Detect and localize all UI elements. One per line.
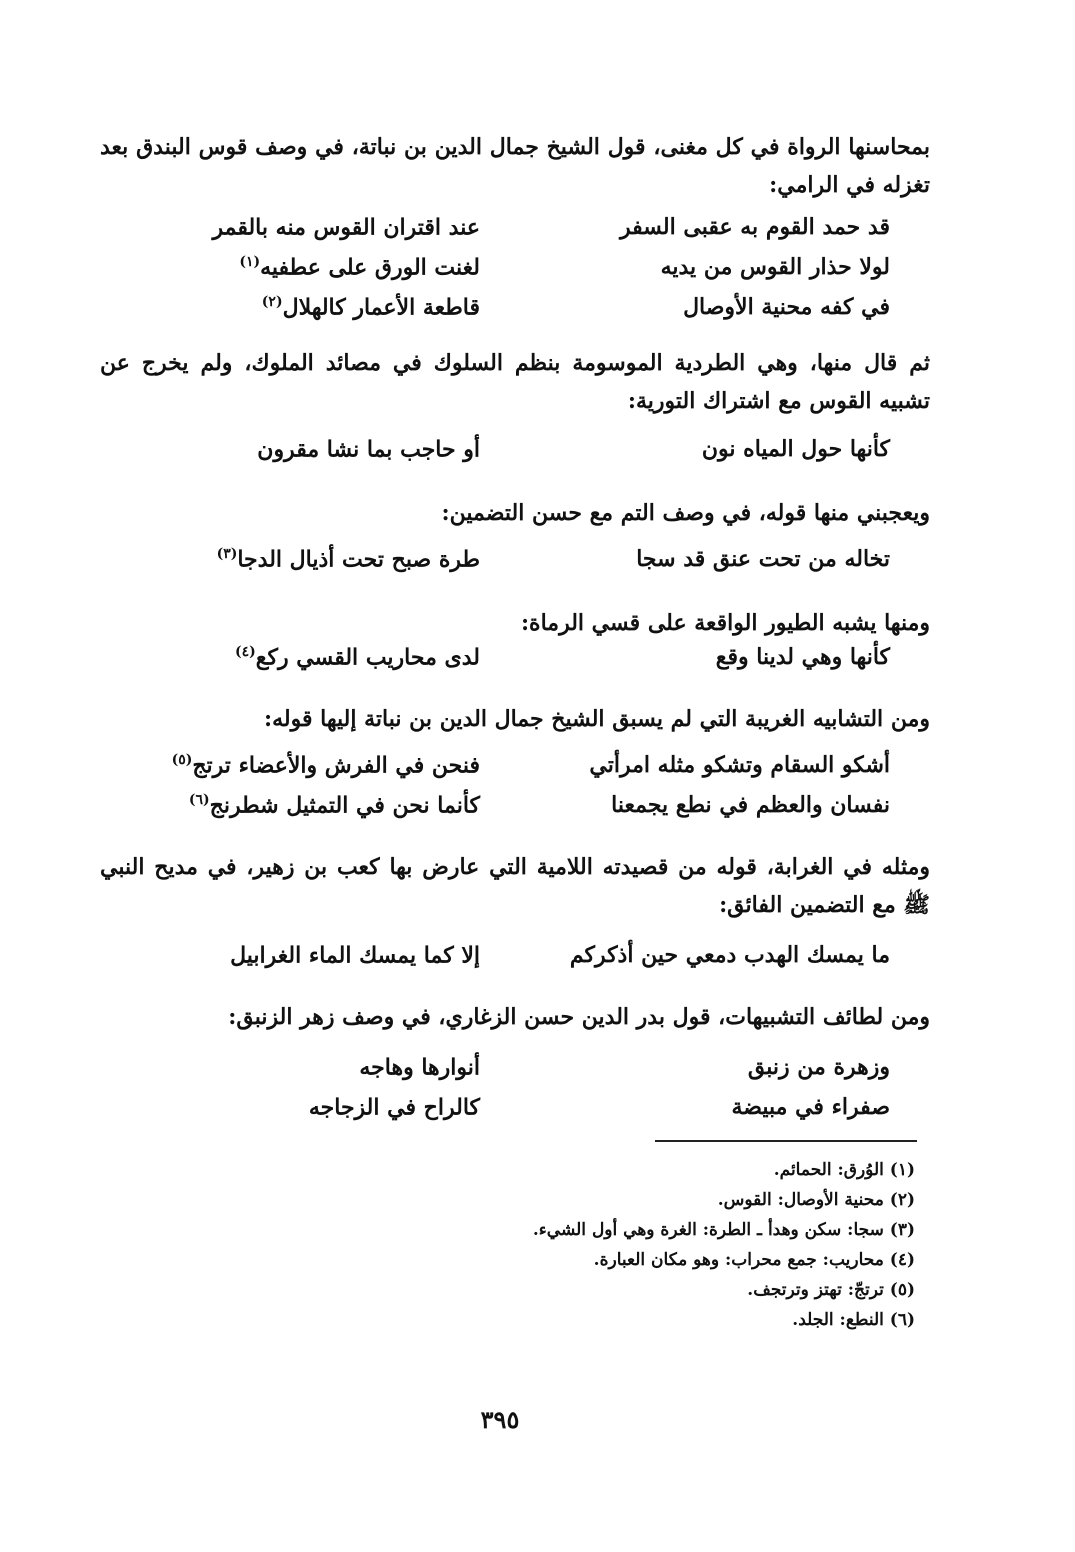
verse-second-text: عند اقتران القوس منه بالقمر xyxy=(212,214,480,241)
verse-line xyxy=(100,644,890,684)
verse-first-hemistich: في كفه محنية الأوصال xyxy=(683,294,890,320)
footnote-divider xyxy=(655,1140,917,1142)
verse-second-hemistich xyxy=(100,1054,480,1080)
verse-second-hemistich xyxy=(100,942,480,968)
footnote: (٣) سجا: سكن وهدأ ـ الطرة: الغرة وهي أول الشيء. xyxy=(532,1220,915,1240)
verse-first-hemistich: لولا حذار القوس من يديه xyxy=(660,254,890,280)
verse-second-hemistich xyxy=(100,752,480,778)
verse-second-text: كأنما نحن في التمثيل شطرنج xyxy=(209,792,480,819)
verse-second-hemistich xyxy=(100,546,480,572)
footnote: (١) الوُرق: الحمائم. xyxy=(773,1160,915,1180)
verse-second-hemistich xyxy=(100,792,480,818)
verse-line xyxy=(100,942,890,982)
footnote: (٥) ترتجّ: تهتز وترتجف. xyxy=(747,1280,915,1300)
paragraph: ومن التشابيه الغريبة التي لم يسبق الشيخ جمال الدين بن نباتة إليها قوله: xyxy=(264,706,930,732)
verse-second-hemistich xyxy=(100,294,480,320)
verse-second-text: فنحن في الفرش والأعضاء ترتج xyxy=(192,752,480,779)
verse-second-text: أنوارها وهاجه xyxy=(359,1054,480,1081)
verse-second-text: لغنت الورق على عطفيه xyxy=(260,254,480,281)
paragraph: ثم قال منها، وهي الطردية الموسومة بنظم السلوك في مصائد الملوك، ولم يخرج عن تشبيه القوس مع اشتراك التورية: xyxy=(100,350,930,414)
verse-first-hemistich: كأنها حول المياه نون xyxy=(701,436,890,462)
verse-second-hemistich xyxy=(100,436,480,462)
footnote: (٤) محاريب: جمع محراب: وهو مكان العبارة. xyxy=(593,1250,915,1270)
verse-second-hemistich xyxy=(100,644,480,670)
verse-first-hemistich: كأنها وهي لدينا وقع xyxy=(715,644,890,670)
verse-second-hemistich xyxy=(100,214,480,240)
footnote-marker: (٣) xyxy=(216,546,238,562)
verse-first-hemistich: نفسان والعظم في نطع يجمعنا xyxy=(611,792,890,818)
verse-first-hemistich: ما يمسك الهدب دمعي حين أذكركم xyxy=(569,942,890,968)
paragraph: ويعجبني منها قوله، في وصف التم مع حسن التضمين: xyxy=(441,500,930,526)
page-number: ٣٩٥ xyxy=(480,1405,520,1434)
verse-line xyxy=(100,792,890,832)
footnote-marker: (١) xyxy=(239,254,261,270)
paragraph: ومنها يشبه الطيور الواقعة على قسي الرماة: xyxy=(520,610,930,636)
paragraph: بمحاسنها الرواة في كل مغنى، قول الشيخ جمال الدين بن نباتة، في وصف قوس البندق بعد تغزله في الرامي: xyxy=(100,134,930,198)
verse-line xyxy=(100,436,890,476)
verse-second-text: إلا كما يمسك الماء الغرابيل xyxy=(230,942,480,969)
footnote-marker: (٢) xyxy=(261,294,283,310)
footnote-marker: (٤) xyxy=(235,644,256,660)
verse-second-text: قاطعة الأعمار كالهلال xyxy=(282,294,480,321)
verse-first-hemistich: تخاله من تحت عنق قد سجا xyxy=(636,546,890,572)
verse-second-text: كالراح في الزجاجه xyxy=(308,1094,480,1121)
verse-second-text: لدى محاريب القسي ركع xyxy=(255,644,480,671)
footnotes xyxy=(295,1155,915,1335)
verse-first-hemistich: قد حمد القوم به عقبى السفر xyxy=(619,214,890,240)
footnote: (٦) النطع: الجلد. xyxy=(792,1310,915,1330)
verse-line xyxy=(100,546,890,586)
verse-first-hemistich: صفراء في مبيضة xyxy=(731,1094,890,1120)
verse-line xyxy=(100,294,890,334)
verse-line xyxy=(100,254,890,294)
verse-line xyxy=(100,1094,890,1134)
verse-second-hemistich xyxy=(100,254,480,280)
verse-first-hemistich: أشكو السقام وتشكو مثله امرأتي xyxy=(589,752,890,778)
footnote-marker: (٥) xyxy=(171,752,193,768)
verse-line xyxy=(100,214,890,254)
verse-line xyxy=(100,1054,890,1094)
verse-second-text: أو حاجب بما نشا مقرون xyxy=(257,436,480,463)
footnote: (٢) محنية الأوصال: القوس. xyxy=(717,1190,915,1210)
verse-first-hemistich: وزهرة من زنبق xyxy=(747,1054,890,1080)
verse-second-hemistich xyxy=(100,1094,480,1120)
verse-line xyxy=(100,752,890,792)
footnote-marker: (٦) xyxy=(188,792,210,808)
paragraph: ومثله في الغرابة، قوله من قصيدته اللامية التي عارض بها كعب بن زهير، في مديح النبي ﷺ مع التضمين الفائق: xyxy=(100,854,930,918)
verse-second-text: طرة صبح تحت أذيال الدجا xyxy=(237,546,480,573)
paragraph: ومن لطائف التشبيهات، قول بدر الدين حسن الزغاري، في وصف زهر الزنبق: xyxy=(228,1004,930,1030)
